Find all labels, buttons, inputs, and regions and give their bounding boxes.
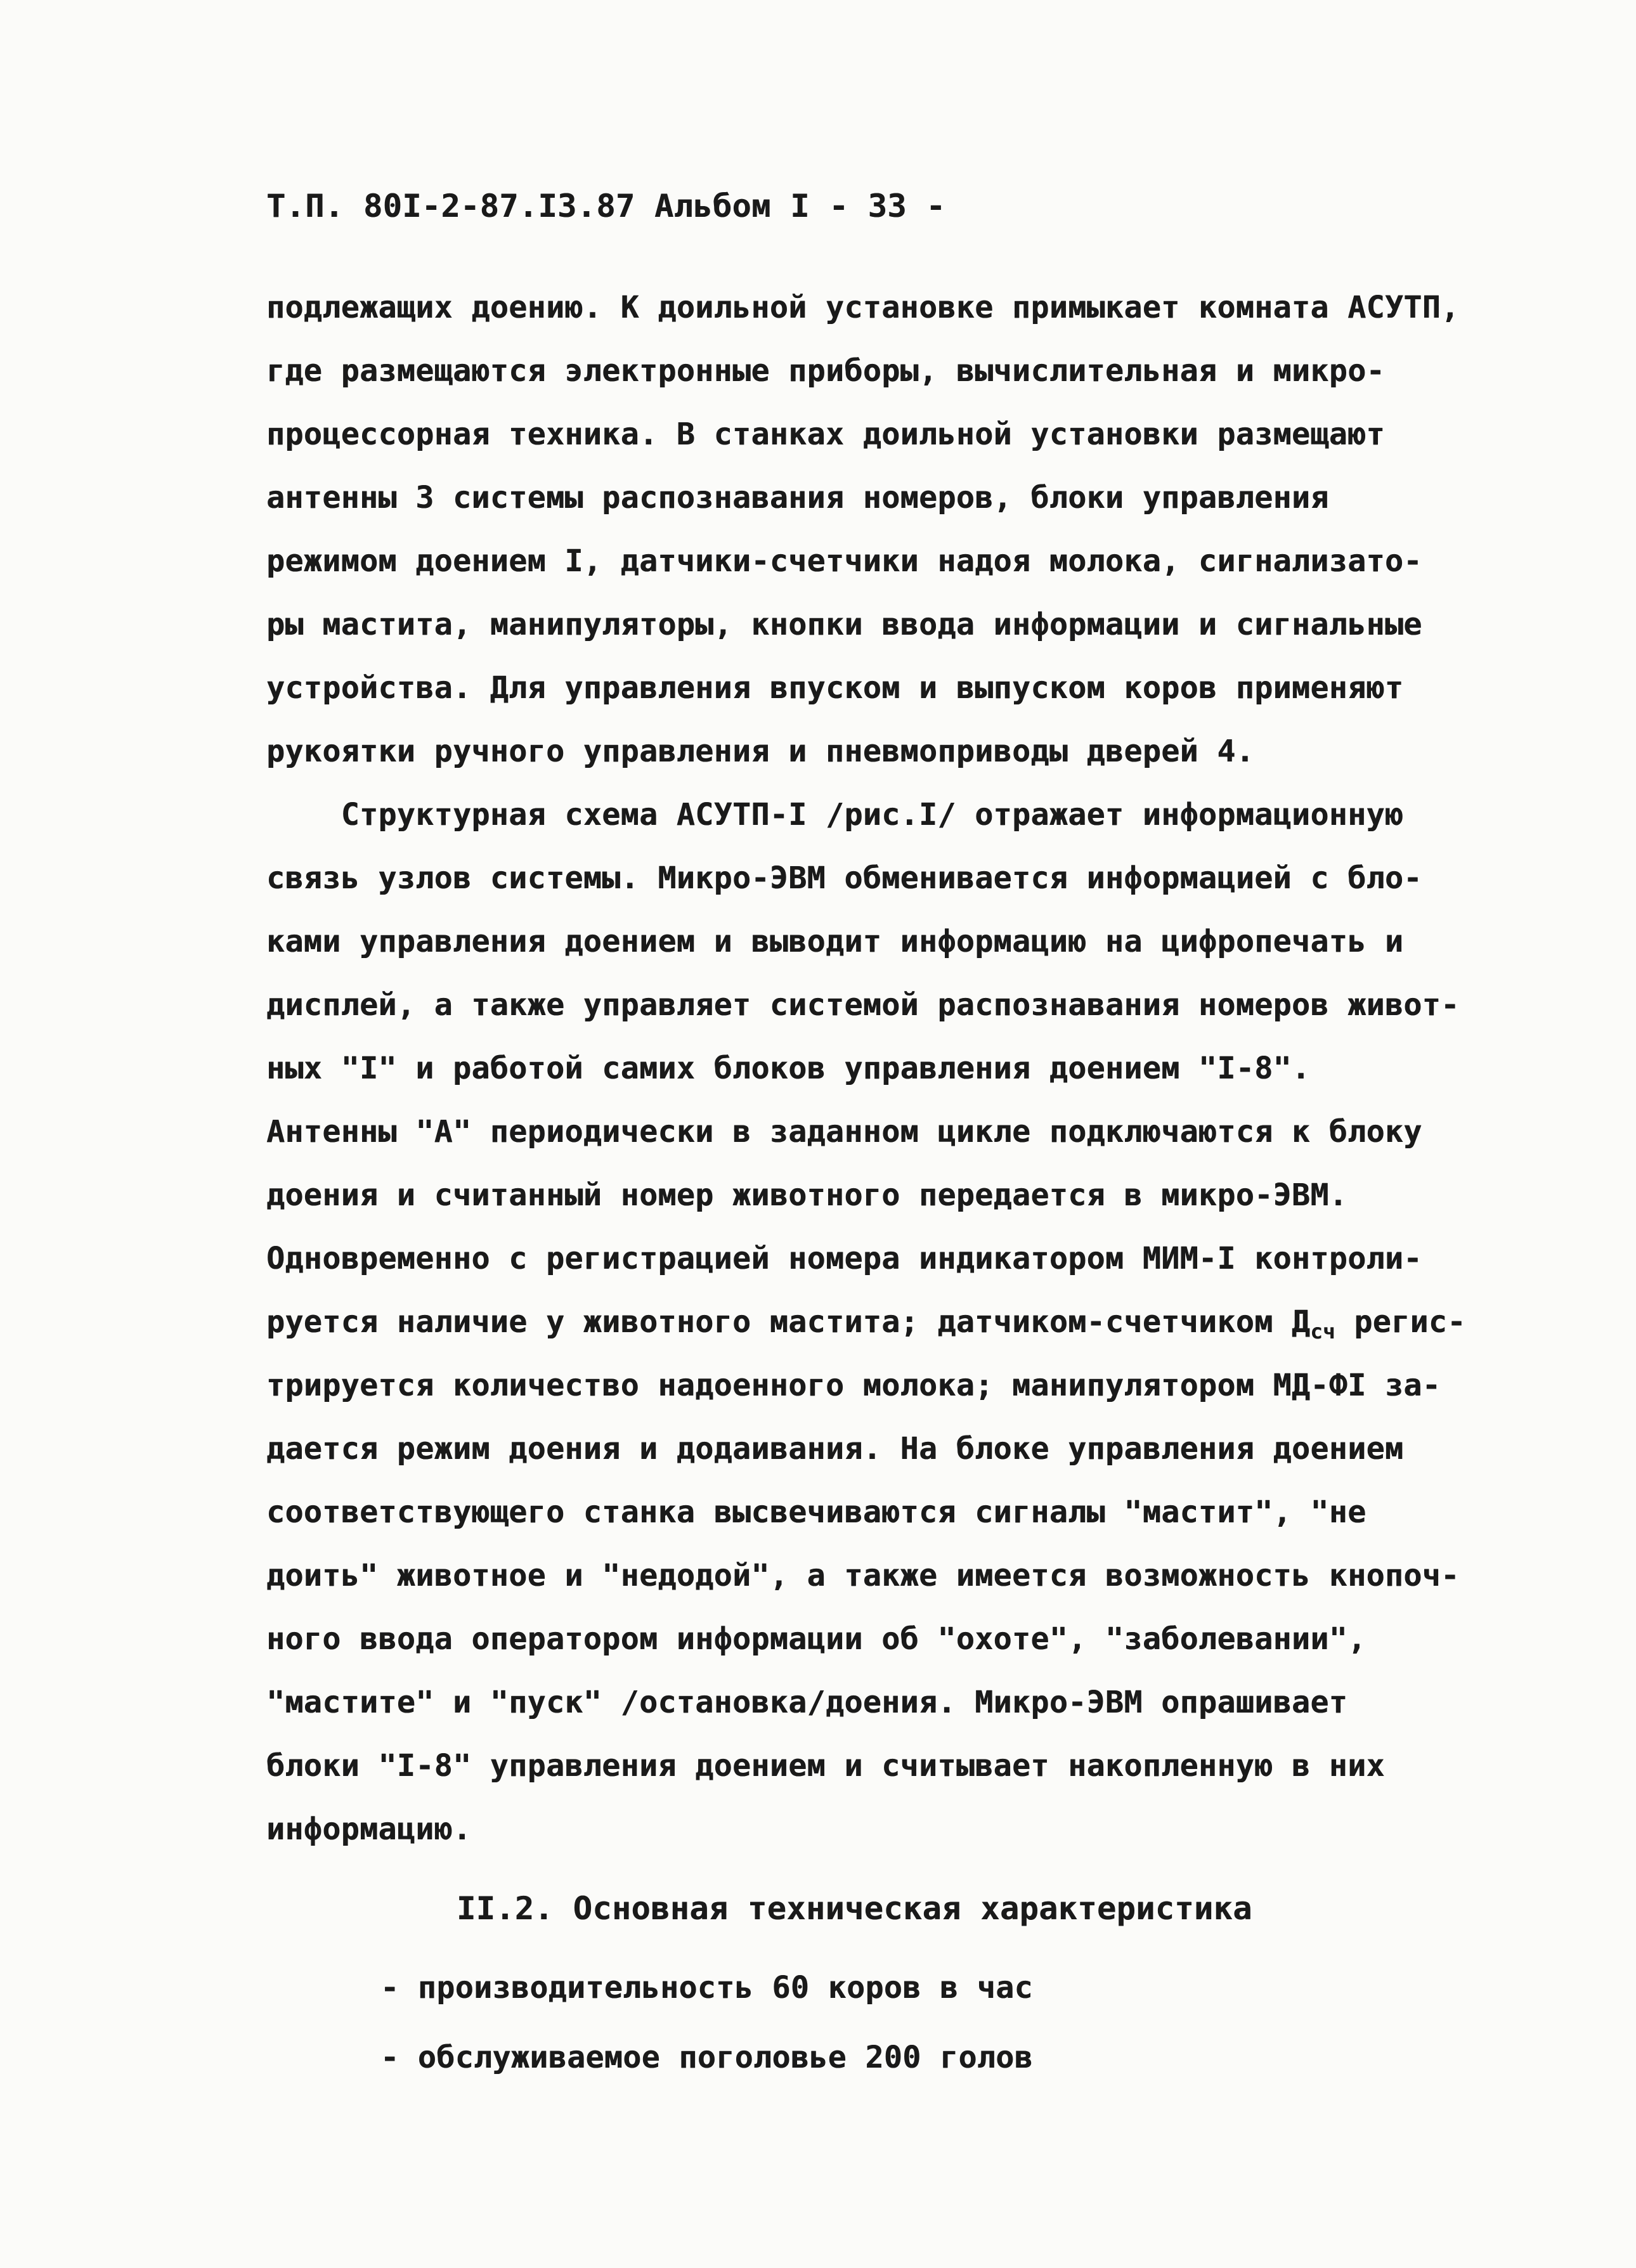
paragraph-line: доения и считанный номер животного передается в микро-ЭВМ.: [266, 1177, 1348, 1213]
paragraph-line-with-subscript: [266, 1303, 1466, 1344]
page-header: Т.П. 80I-2-87.I3.87 Альбом I - 33 -: [266, 188, 946, 224]
paragraph-line: дисплей, а также управляет системой распознавания номеров живот-: [266, 987, 1460, 1023]
paragraph-line: связь узлов системы. Микро-ЭВМ обменивается информацией с бло-: [266, 860, 1422, 896]
paragraph-line: "мастите" и "пуск" /остановка/доения. Микро-ЭВМ опрашивает: [266, 1685, 1348, 1720]
paragraph-line: подлежащих доению. К доильной установке примыкает комната АСУТП,: [266, 290, 1460, 325]
paragraph-line: процессорная техника. В станках доильной установки размещают: [266, 417, 1385, 452]
list-item: - производительность 60 коров в час: [380, 1970, 1033, 2006]
paragraph-line: где размещаются электронные приборы, вычислительная и микро-: [266, 353, 1385, 389]
sensor-subscript: сч: [1310, 1319, 1335, 1344]
paragraph-line: ры мастита, манипуляторы, кнопки ввода информации и сигнальные: [266, 607, 1422, 642]
paragraph-line: блоки "I-8" управления доением и считывает накопленную в них: [266, 1748, 1385, 1784]
paragraph-line: режимом доением I, датчики-счетчики надоя молока, сигнализато-: [266, 543, 1422, 579]
list-item: - обслуживаемое поголовье 200 голов: [380, 2040, 1033, 2075]
paragraph-line: трируется количество надоенного молока; манипулятором МД-ФI за-: [266, 1368, 1441, 1403]
paragraph-line: ками управления доением и выводит информацию на цифропечать и: [266, 924, 1404, 959]
paragraph-line: Структурная схема АСУТП-I /рис.I/ отражает информационную: [266, 797, 1404, 833]
paragraph-line: информацию.: [266, 1811, 472, 1847]
paragraph-line: Одновременно с регистрацией номера индикатором МИМ-I контроли-: [266, 1241, 1422, 1276]
paragraph-line: антенны 3 системы распознавания номеров, блоки управления: [266, 480, 1329, 515]
paragraph-line: доить" животное и "недодой", а также имеется возможность кнопоч-: [266, 1558, 1460, 1593]
section-heading: II.2. Основная техническая характеристика: [457, 1890, 1252, 1927]
paragraph-line: ного ввода оператором информации об "охоте", "заболевании",: [266, 1621, 1367, 1657]
paragraph-line: соответствующего станка высвечиваются сигналы "мастит", "не: [266, 1494, 1367, 1530]
sensor-line-suffix: регис-: [1335, 1304, 1466, 1340]
paragraph-line: ных "I" и работой самих блоков управления доением "I-8".: [266, 1051, 1311, 1086]
paragraph-line: дается режим доения и додаивания. На блоке управления доением: [266, 1431, 1404, 1467]
paragraph-line: Антенны "А" периодически в заданном цикле подключаются к блоку: [266, 1114, 1422, 1150]
sensor-line-prefix: руется наличие у животного мастита; датчиком-счетчиком Д: [266, 1304, 1311, 1340]
paragraph-line: рукоятки ручного управления и пневмоприводы дверей 4.: [266, 734, 1255, 769]
paragraph-line: устройства. Для управления впуском и выпуском коров применяют: [266, 670, 1404, 706]
